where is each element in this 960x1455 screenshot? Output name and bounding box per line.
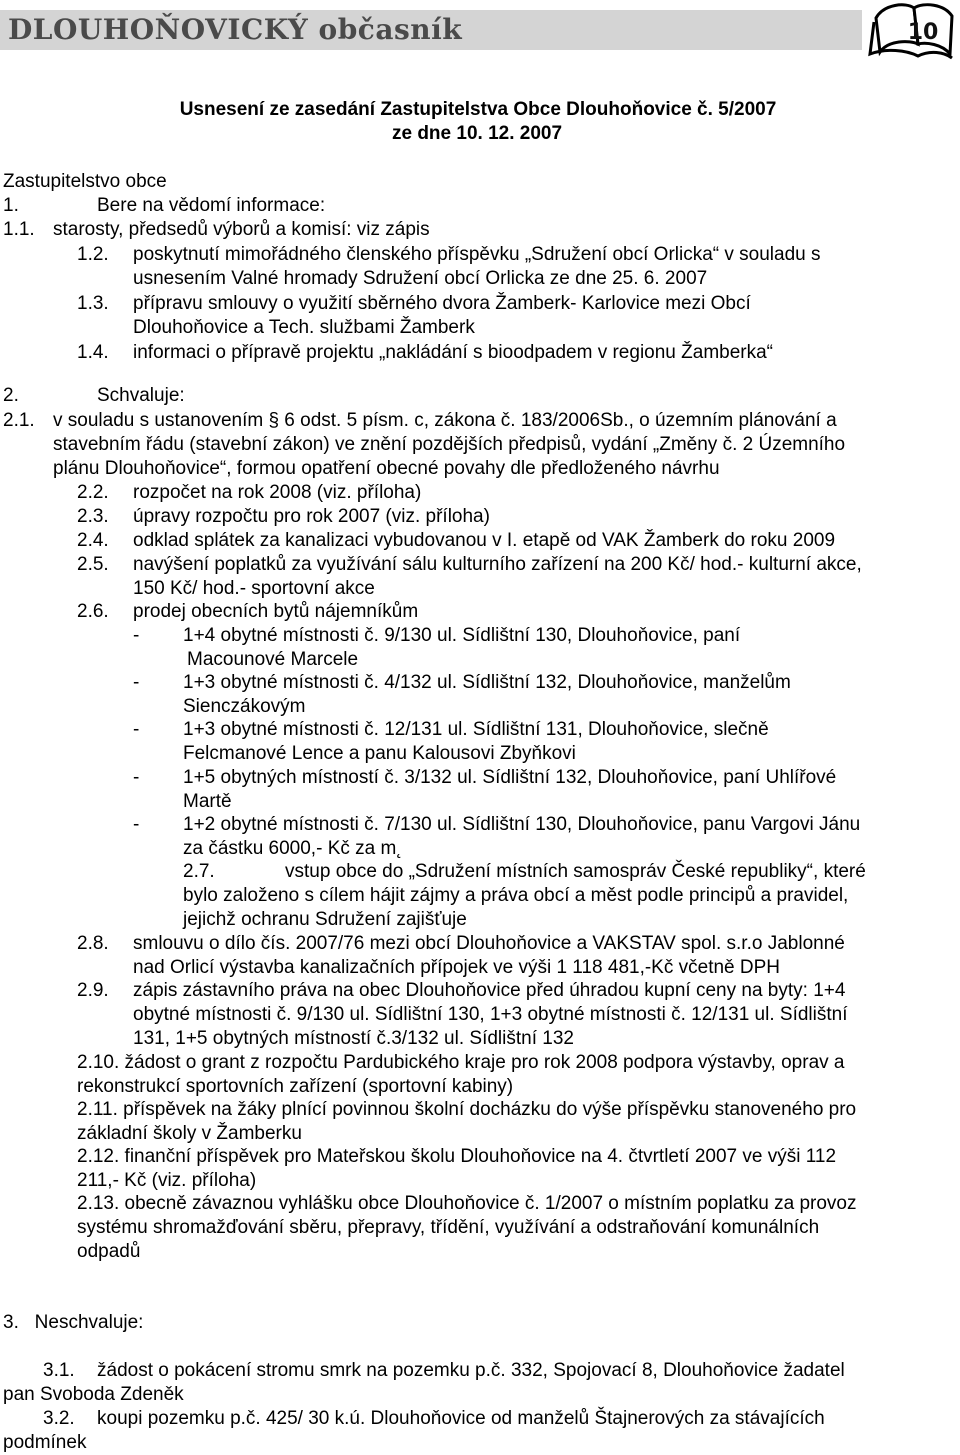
list-item: žádost o pokácení stromu smrk na pozemku p.č. 332, Spojovací 8, Dlouhoňovice žadatel	[97, 1360, 845, 1381]
council-label: Zastupitelstvo obce	[3, 171, 167, 192]
list-item-continuation: pan Svoboda Zdeněk	[3, 1384, 184, 1405]
list-item: v souladu s ustanovením § 6 odst. 5 písm. c, zákona č. 183/2006Sb., o územním plánování a	[53, 410, 837, 431]
sub-list-item: 1+3 obytné místnosti č. 4/132 ul. Sídlištní 132, Dlouhoňovice, manželům	[183, 672, 791, 693]
masthead-title: DLOUHOŇOVICKÝ občasník	[8, 13, 463, 46]
list-item: starosty, předsedů výborů a komisí: viz zápis	[53, 219, 430, 240]
page-number: 10	[907, 20, 939, 45]
document-title: Usnesení ze zasedání Zastupitelstva Obce Dlouhoňovice č. 5/2007	[179, 99, 777, 120]
sub-list-item-continuation: Macounové Marcele	[187, 649, 359, 670]
list-item: vstup obce do „Sdružení místních samospráv České republiky“, které	[285, 861, 866, 882]
list-item-continuation: 131, 1+5 obytných místností č.3/132 ul. Sídlištní 132	[133, 1028, 574, 1049]
item-number: 1.	[3, 195, 19, 216]
list-item-continuation: obytné místnosti č. 9/130 ul. Sídlištní 130, 1+3 obytné místnosti č. 12/131 ul. Sídlištní	[133, 1004, 848, 1025]
list-item: poskytnutí mimořádného členského příspěvku „Sdružení obcí Orlicka“ v souladu s	[133, 244, 821, 265]
document-date: ze dne 10. 12. 2007	[391, 123, 563, 144]
list-item: koupi pozemku p.č. 425/ 30 k.ú. Dlouhoňovice od manželů Štajnerových za stávajících	[97, 1408, 825, 1429]
list-item-continuation: odpadů	[77, 1241, 141, 1262]
list-item: přípravu smlouvy o využití sběrného dvora Žamberk- Karlovice mezi Obcí	[133, 293, 751, 314]
item-number: 2.4.	[77, 530, 109, 551]
item-number: 2.5.	[77, 554, 109, 575]
list-item: 2.10. žádost o grant z rozpočtu Pardubického kraje pro rok 2008 podpora výstavby, oprav a	[77, 1052, 845, 1073]
list-item: informaci o přípravě projektu „nakládání s bioodpadem v regionu Žamberka“	[133, 342, 773, 363]
list-item-continuation: Dlouhoňovice a Tech. službami Žamberk	[133, 317, 475, 338]
item-number: 2.8.	[77, 933, 109, 954]
section-heading: Bere na vědomí informace:	[97, 195, 326, 216]
bullet-dash: -	[133, 625, 140, 646]
item-number: 1.1.	[3, 219, 35, 240]
sub-list-item-continuation: Martě	[183, 791, 232, 812]
list-item-continuation: usnesením Valné hromady Sdružení obcí Orlicka ze dne 25. 6. 2007	[133, 268, 708, 289]
item-number: 2.1.	[3, 410, 35, 431]
sub-list-item: 1+2 obytné místnosti č. 7/130 ul. Sídlištní 130, Dlouhoňovice, panu Vargovi Jánu	[183, 814, 861, 835]
list-item: odklad splátek za kanalizaci vybudovanou v I. etapě od VAK Žamberk do roku 2009	[133, 530, 836, 551]
list-item-continuation: plánu Dlouhoňovice“, formou opatření obecné povahy dle předloženého návrhu	[53, 458, 720, 479]
bullet-dash: -	[133, 814, 140, 835]
list-item: úpravy rozpočtu pro rok 2007 (viz. příloha)	[133, 506, 490, 527]
sub-list-item-continuation: za částku 6000,- Kč za m˛	[183, 838, 403, 859]
sub-list-item: 1+3 obytné místnosti č. 12/131 ul. Sídlištní 131, Dlouhoňovice, slečně	[183, 719, 769, 740]
bullet-dash: -	[133, 719, 140, 740]
list-item: zápis zástavního práva na obec Dlouhoňovice před úhradou kupní ceny na byty: 1+4	[133, 980, 846, 1001]
list-item-continuation: 150 Kč/ hod.- sportovní akce	[133, 578, 375, 599]
item-number: 2.2.	[77, 482, 109, 503]
list-item-continuation: jejichž ochranu Sdružení zajišťuje	[183, 909, 467, 930]
list-item-continuation: bylo založeno s cílem hájit zájmy a práva obcí a měst podle principů a pravidel,	[183, 885, 849, 906]
sub-list-item: 1+4 obytné místnosti č. 9/130 ul. Sídlištní 130, Dlouhoňovice, paní	[183, 625, 741, 646]
list-item: navýšení poplatků za využívání sálu kulturního zařízení na 200 Kč/ hod.- kulturní akce,	[133, 554, 862, 575]
list-item: prodej obecních bytů nájemníkům	[133, 601, 419, 622]
sub-list-item: 1+5 obytných místností č. 3/132 ul. Sídlištní 132, Dlouhoňovice, paní Uhlířové	[183, 767, 837, 788]
list-item: rozpočet na rok 2008 (viz. příloha)	[133, 482, 422, 503]
list-item-continuation: systému shromažďování sběru, přepravy, třídění, využívání a odstraňování komunálních	[77, 1217, 820, 1238]
sub-list-item-continuation: Sienczákovým	[183, 696, 306, 717]
list-item-continuation: nad Orlicí výstavba kanalizačních přípojek ve výši 1 118 481,-Kč včetně DPH	[133, 957, 781, 978]
list-item-continuation: 211,- Kč (viz. příloha)	[77, 1170, 257, 1191]
list-item-continuation: rekonstrukcí sportovních zařízení (sportovní kabiny)	[77, 1076, 514, 1097]
item-number: 1.4.	[77, 342, 109, 363]
sub-list-item-continuation: Felcmanové Lence a panu Kalousovi Zbyňkovi	[183, 743, 576, 764]
item-number: 1.2.	[77, 244, 109, 265]
bullet-dash: -	[133, 672, 140, 693]
list-item-continuation: podmínek	[3, 1432, 87, 1453]
item-number: 2.9.	[77, 980, 109, 1001]
list-item: 2.13. obecně závaznou vyhlášku obce Dlouhoňovice č. 1/2007 o místním poplatku za provoz	[77, 1193, 857, 1214]
list-item: 2.11. příspěvek na žáky plnící povinnou školní docházku do výše příspěvku stanoveného pro	[77, 1099, 857, 1120]
item-number: 2.6.	[77, 601, 109, 622]
bullet-dash: -	[133, 767, 140, 788]
list-item: 2.12. finanční příspěvek pro Mateřskou školu Dlouhoňovice na 4. čtvrtletí 2007 ve výši 112	[77, 1146, 837, 1167]
section-heading: 3. Neschvaluje:	[3, 1312, 144, 1333]
item-number: 2.7.	[183, 861, 215, 882]
section-heading: Schvaluje:	[97, 385, 185, 406]
list-item: smlouvu o dílo čís. 2007/76 mezi obcí Dlouhoňovice a VAKSTAV spol. s.r.o Jablonné	[133, 933, 845, 954]
item-number: 2.	[3, 385, 19, 406]
item-number: 3.1.	[43, 1360, 75, 1381]
list-item-continuation: stavebním řádu (stavební zákon) ve znění pozdějších předpisů, vydání „Změny č. 2 Územního	[53, 434, 846, 455]
item-number: 2.3.	[77, 506, 109, 527]
list-item-continuation: základní školy v Žamberku	[77, 1123, 302, 1144]
item-number: 3.2.	[43, 1408, 75, 1429]
item-number: 1.3.	[77, 293, 109, 314]
